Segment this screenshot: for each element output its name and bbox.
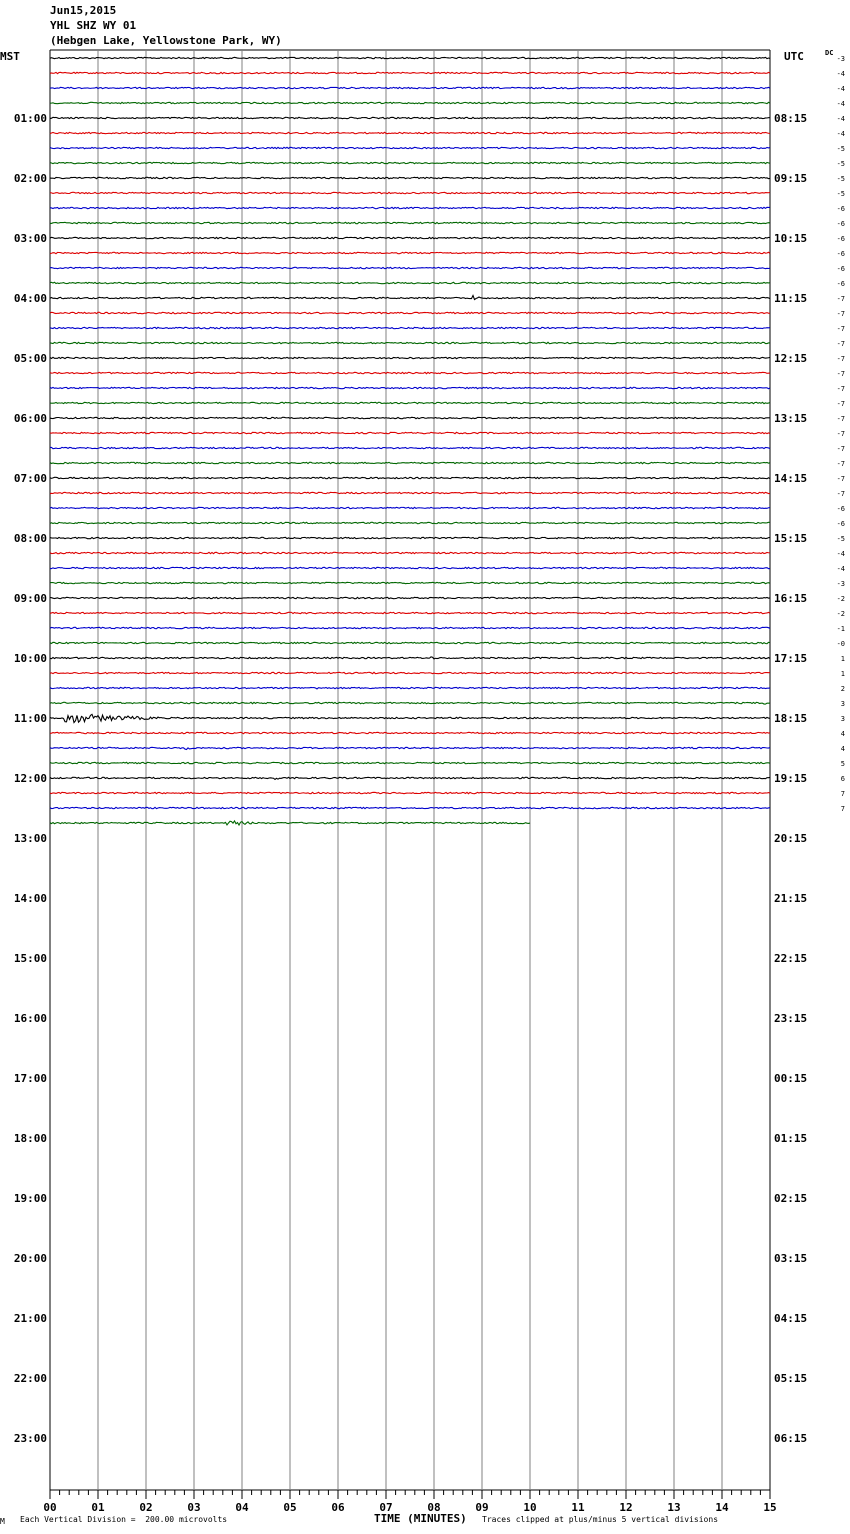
mst-zone-label: MST: [0, 50, 20, 63]
mst-hour-label: 11:00: [13, 712, 47, 725]
dc-offset-label: -0: [836, 640, 845, 648]
seismic-trace: [50, 642, 770, 643]
utc-hour-label: 19:15: [774, 772, 808, 785]
dc-offset-label: -7: [836, 325, 845, 333]
seismic-trace: [50, 327, 770, 328]
x-tick-label: 04: [235, 1501, 249, 1514]
mst-hour-label: 23:00: [13, 1432, 47, 1445]
dc-offset-label: -1: [836, 625, 845, 633]
dc-offset-label: -4: [836, 100, 845, 108]
seismic-trace: [50, 402, 770, 403]
dc-offset-label: -7: [836, 340, 845, 348]
utc-hour-label: 09:15: [774, 172, 808, 185]
seismic-trace: [50, 657, 770, 659]
seismic-trace: [50, 522, 770, 523]
dc-offset-label: -6: [836, 505, 845, 513]
seismic-trace: [50, 537, 770, 538]
seismic-trace: [50, 432, 770, 433]
mst-hour-label: 07:00: [13, 472, 47, 485]
x-tick-label: 11: [571, 1501, 585, 1514]
seismic-trace: [50, 792, 770, 793]
dc-offset-label: -5: [836, 145, 845, 153]
seismic-trace: [50, 702, 770, 704]
dc-offset-label: -4: [836, 565, 845, 573]
seismic-trace: [50, 597, 770, 598]
utc-hour-label: 12:15: [774, 352, 808, 365]
utc-hour-label: 22:15: [774, 952, 808, 965]
x-axis-title: TIME (MINUTES): [374, 1512, 467, 1525]
dc-offset-label: -4: [836, 85, 845, 93]
seismic-trace: [50, 252, 770, 253]
dc-offset-label: -7: [836, 430, 845, 438]
dc-offset-label: 1: [840, 670, 845, 678]
dc-offset-label: -5: [836, 535, 845, 543]
seismic-trace: [50, 312, 770, 313]
seismic-trace: [50, 672, 770, 673]
seismic-trace: [50, 492, 770, 493]
x-tick-label: 05: [283, 1501, 297, 1514]
mst-hour-label: 09:00: [13, 592, 47, 605]
seismic-trace: [50, 357, 770, 358]
seismic-trace: [50, 732, 770, 733]
seismic-trace: [50, 777, 770, 779]
mst-hour-label: 03:00: [13, 232, 47, 245]
dc-offset-label: -5: [836, 190, 845, 198]
seismic-trace: [50, 282, 770, 283]
mst-hour-label: 17:00: [13, 1072, 47, 1085]
seismic-trace: [50, 387, 770, 388]
seismic-trace: [50, 762, 770, 763]
utc-hour-label: 11:15: [774, 292, 808, 305]
x-tick-label: 01: [91, 1501, 105, 1514]
dc-offset-label: -7: [836, 385, 845, 393]
seismic-trace: [50, 147, 770, 148]
dc-offset-label: -7: [836, 460, 845, 468]
seismic-trace: [50, 714, 770, 722]
seismic-trace: [50, 807, 770, 808]
utc-hour-label: 04:15: [774, 1312, 808, 1325]
utc-hour-label: 02:15: [774, 1192, 808, 1205]
utc-hour-label: 05:15: [774, 1372, 808, 1385]
x-tick-label: 00: [43, 1501, 57, 1514]
dc-offset-label: -6: [836, 220, 845, 228]
x-tick-label: 07: [379, 1501, 393, 1514]
seismic-trace: [50, 87, 770, 88]
x-tick-label: 13: [667, 1501, 681, 1514]
mst-hour-label: 02:00: [13, 172, 47, 185]
utc-hour-label: 18:15: [774, 712, 808, 725]
x-tick-label: 15: [763, 1501, 777, 1514]
seismic-trace: [50, 117, 770, 118]
mst-hour-label: 18:00: [13, 1132, 47, 1145]
dc-offset-label: -6: [836, 265, 845, 273]
seismic-trace: [50, 267, 770, 268]
utc-hour-label: 01:15: [774, 1132, 808, 1145]
seismic-trace: [50, 462, 770, 463]
mst-hour-label: 08:00: [13, 532, 47, 545]
utc-hour-label: 15:15: [774, 532, 808, 545]
dc-offset-label: -7: [836, 490, 845, 498]
dc-offset-label: 4: [840, 745, 845, 753]
x-tick-label: 14: [715, 1501, 729, 1514]
mst-hour-label: 19:00: [13, 1192, 47, 1205]
dc-offset-label: 3: [840, 700, 845, 708]
dc-offset-label: -6: [836, 280, 845, 288]
dc-offset-label: -7: [836, 310, 845, 318]
dc-header-label: DC: [825, 49, 834, 57]
seismic-trace: [50, 207, 770, 208]
seismic-trace: [50, 372, 770, 373]
dc-offset-label: 1: [840, 655, 845, 663]
seismic-trace: [50, 567, 770, 568]
dc-offset-label: -6: [836, 520, 845, 528]
seismic-trace: [50, 627, 770, 628]
mst-hour-label: 12:00: [13, 772, 47, 785]
mst-hour-label: 13:00: [13, 832, 47, 845]
dc-offset-label: 4: [840, 730, 845, 738]
dc-offset-label: -4: [836, 130, 845, 138]
dc-offset-label: -5: [836, 160, 845, 168]
location-label: (Hebgen Lake, Yellowstone Park, WY): [50, 34, 282, 47]
mst-hour-label: 20:00: [13, 1252, 47, 1265]
seismic-trace: [50, 132, 770, 133]
seismic-trace: [50, 342, 770, 343]
seismic-trace: [50, 687, 770, 689]
utc-hour-label: 00:15: [774, 1072, 808, 1085]
seismic-trace: [50, 417, 770, 418]
mst-hour-label: 16:00: [13, 1012, 47, 1025]
dc-offset-label: -4: [836, 70, 845, 78]
utc-zone-label: UTC: [784, 50, 804, 63]
seismic-trace: [50, 192, 770, 193]
dc-offset-label: -7: [836, 475, 845, 483]
mst-hour-label: 06:00: [13, 412, 47, 425]
dc-offset-label: 6: [840, 775, 845, 783]
dc-offset-label: -6: [836, 250, 845, 258]
seismic-trace: [50, 57, 770, 58]
mst-hour-label: 22:00: [13, 1372, 47, 1385]
utc-hour-label: 16:15: [774, 592, 808, 605]
seismic-trace: [50, 295, 770, 299]
dc-offset-label: -2: [836, 610, 845, 618]
dc-offset-label: -5: [836, 175, 845, 183]
dc-offset-label: 5: [840, 760, 845, 768]
scale-note: Each Vertical Division = 200.00 microvolts: [20, 1515, 228, 1524]
dc-offset-label: -7: [836, 355, 845, 363]
clip-note: Traces clipped at plus/minus 5 vertical divisions: [482, 1515, 719, 1524]
seismic-trace: [50, 177, 770, 178]
mst-hour-label: 21:00: [13, 1312, 47, 1325]
dc-offset-label: -2: [836, 595, 845, 603]
x-tick-label: 08: [427, 1501, 441, 1514]
seismic-trace: [50, 447, 770, 448]
dc-offset-label: -7: [836, 400, 845, 408]
dc-offset-label: -6: [836, 235, 845, 243]
seismic-trace: [50, 222, 770, 223]
x-tick-label: 06: [331, 1501, 345, 1514]
seismic-trace: [50, 72, 770, 73]
dc-offset-label: -7: [836, 445, 845, 453]
mst-hour-label: 14:00: [13, 892, 47, 905]
utc-hour-label: 13:15: [774, 412, 808, 425]
mst-hour-label: 05:00: [13, 352, 47, 365]
dc-offset-label: -7: [836, 370, 845, 378]
dc-offset-label: -6: [836, 205, 845, 213]
logo-mark: M: [0, 1517, 5, 1526]
mst-hour-label: 04:00: [13, 292, 47, 305]
mst-hour-label: 15:00: [13, 952, 47, 965]
utc-hour-label: 10:15: [774, 232, 808, 245]
dc-offset-label: 7: [840, 805, 845, 813]
mst-hour-label: 10:00: [13, 652, 47, 665]
utc-hour-label: 03:15: [774, 1252, 808, 1265]
utc-hour-label: 20:15: [774, 832, 808, 845]
seismic-trace: [50, 162, 770, 163]
seismic-trace: [50, 747, 770, 749]
seismic-trace: [50, 507, 770, 508]
seismic-trace: [50, 237, 770, 238]
x-tick-label: 03: [187, 1501, 201, 1514]
utc-hour-label: 06:15: [774, 1432, 808, 1445]
mst-hour-label: 01:00: [13, 112, 47, 125]
utc-hour-label: 14:15: [774, 472, 808, 485]
utc-hour-label: 21:15: [774, 892, 808, 905]
station-label: YHL SHZ WY 01: [50, 19, 137, 32]
dc-offset-label: 7: [840, 790, 845, 798]
dc-offset-label: -7: [836, 295, 845, 303]
seismic-trace: [50, 552, 770, 553]
dc-offset-label: 2: [840, 685, 845, 693]
seismic-trace: [50, 612, 770, 613]
dc-offset-label: -4: [836, 550, 845, 558]
seismic-trace: [50, 102, 770, 103]
dc-offset-label: -4: [836, 115, 845, 123]
x-tick-label: 02: [139, 1501, 153, 1514]
dc-offset-label: -3: [836, 580, 845, 588]
dc-offset-label: -3: [836, 55, 845, 63]
x-tick-label: 12: [619, 1501, 633, 1514]
utc-hour-label: 17:15: [774, 652, 808, 665]
utc-hour-label: 23:15: [774, 1012, 808, 1025]
seismic-trace: [50, 582, 770, 583]
x-tick-label: 10: [523, 1501, 537, 1514]
date-label: Jun15,2015: [50, 4, 117, 17]
dc-offset-label: -7: [836, 415, 845, 423]
seismic-trace: [50, 477, 770, 478]
x-tick-label: 09: [475, 1501, 489, 1514]
utc-hour-label: 08:15: [774, 112, 808, 125]
dc-offset-label: 3: [840, 715, 845, 723]
